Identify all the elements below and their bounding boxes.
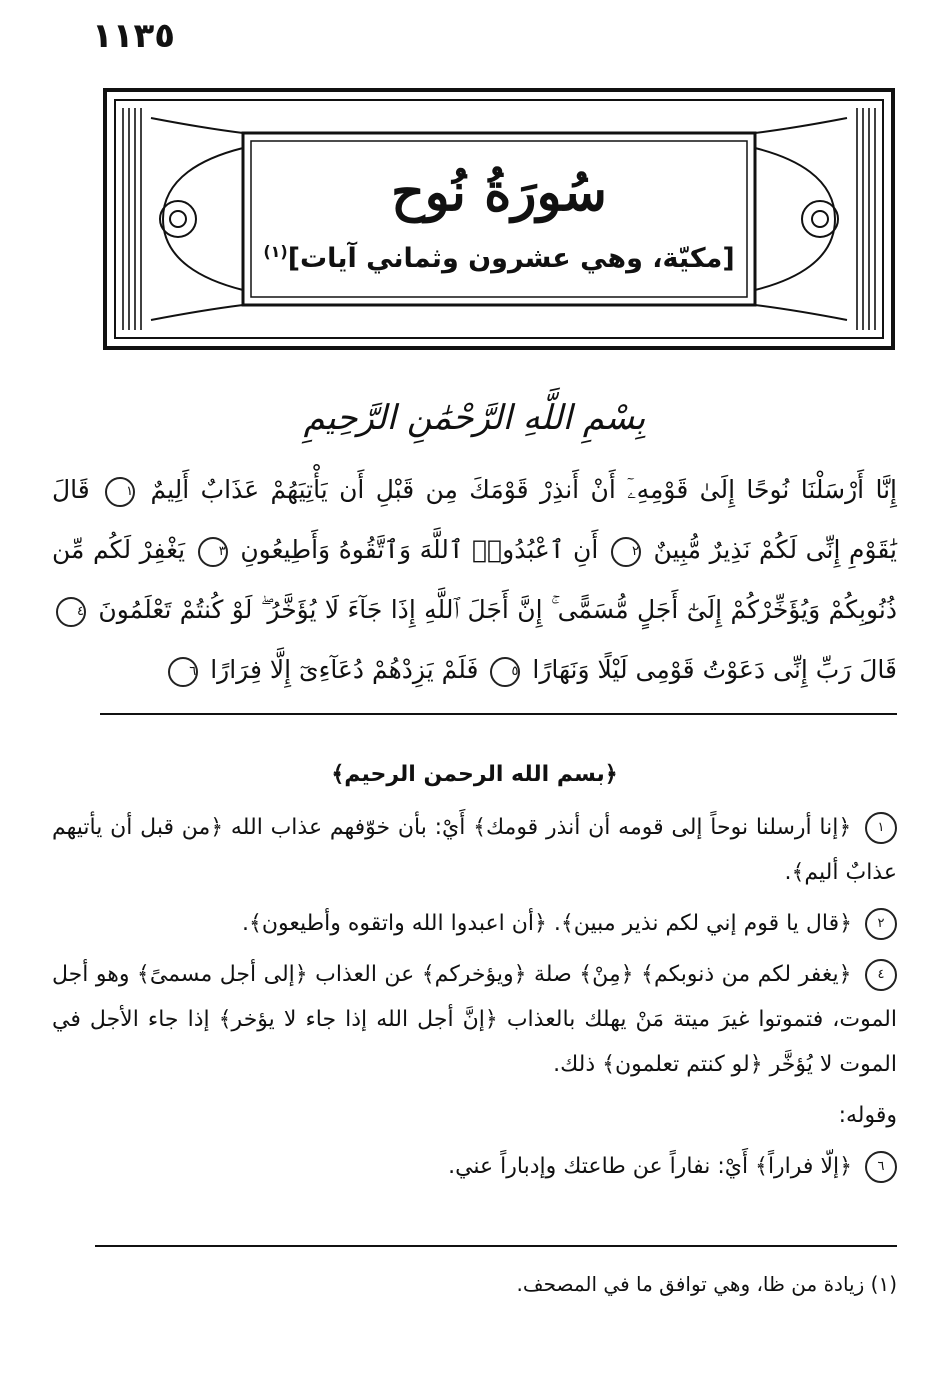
page-number: ١١٣٥ [92, 16, 176, 56]
tafsir-entry [52, 1144, 897, 1189]
ayah-number-marker: ١ [865, 812, 897, 844]
ayah-text: قَالَ يَٰقَوْمِ إِنِّى لَكُمْ نَذِيرٌ مُّبِينٌ [52, 475, 898, 564]
ayah-number-marker: ٤ [56, 597, 86, 627]
footnote-ref: (١) [263, 241, 288, 261]
ayah-number-marker: ٢ [611, 537, 641, 567]
ayah-text: فَلَمْ يَزِدْهُمْ دُعَآءِىٓ إِلَّا فِرَارًا [210, 655, 479, 684]
tafsir-entry-text: ﴿إنا أرسلنا نوحاً إلى قومه أن أنذر قومك﴾ أَيْ: بأن خوّفهم عذاب الله ﴿من قبل أن يأتيهم عذابٌ أليم﴾. [52, 815, 897, 885]
tafsir-commentary [52, 752, 897, 1195]
ayah-text: أَنِ ٱعْبُدُوا۟ ٱللَّهَ وَٱتَّقُوهُ وَأَطِيعُونِ [240, 535, 599, 564]
ayah-number-marker: ١ [105, 477, 135, 507]
tafsir-entry [52, 901, 897, 946]
ayah-number-marker: ٦ [865, 1151, 897, 1183]
footnote: (١) زيادة من ظا، وهي توافق ما في المصحف. [516, 1272, 897, 1296]
surah-title: سُورَةُ نُوح [391, 162, 607, 224]
basmala-calligraphy: بِسْمِ اللَّهِ الرَّحْمَٰنِ الرَّحِيمِ [303, 398, 646, 438]
quran-text [52, 460, 897, 700]
ayah-text: إِنَّا أَرْسَلْنَا نُوحًا إِلَىٰ قَوْمِهِۦٓ أَنْ أَنذِرْ قَوْمَكَ مِن قَبْلِ أَن يَأْتِيَهُمْ عَذَابٌ أَلِيمٌ [150, 475, 898, 504]
tafsir-basmala: ﴿بسم الله الرحمن الرحيم﴾ [331, 762, 618, 787]
surah-header-frame [103, 88, 895, 350]
ayah-text: يَغْفِرْ لَكُم مِّن ذُنُوبِكُمْ وَيُؤَخِّرْكُمْ إِلَىٰٓ أَجَلٍ مُّسَمًّى ۚ إِنَّ أَجَلَ ٱللَّهِ إِذَا جَآءَ لَا يُؤَخَّرُ ۖ لَوْ كُنتُمْ تَعْلَمُونَ [52, 535, 898, 624]
ayah-number-marker: ٤ [865, 959, 897, 991]
tafsir-entry [52, 1093, 897, 1138]
ayah-number-marker: ٥ [490, 657, 520, 687]
ayah-number-marker: ٦ [168, 657, 198, 687]
footnote-divider [95, 1245, 897, 1247]
ayah-number-marker: ٢ [865, 908, 897, 940]
tafsir-entry-text: ﴿إلّا فراراً﴾ أَيْ: نفاراً عن طاعتك وإدباراً عني. [448, 1154, 852, 1179]
ayah-text: قَالَ رَبِّ إِنِّى دَعَوْتُ قَوْمِى لَيْلًا وَنَهَارًا [532, 655, 897, 684]
ayah-number-marker: ٣ [198, 537, 228, 567]
tafsir-entry [52, 805, 897, 895]
tafsir-entry-text: وقوله: [838, 1103, 897, 1128]
tafsir-entry-text: ﴿قال يا قوم إني لكم نذير مبين﴾. ﴿أن اعبدوا الله واتقوه وأطيعون﴾. [241, 911, 852, 936]
tafsir-entry [52, 952, 897, 1087]
tafsir-entry-text: ﴿يغفر لكم من ذنوبكم﴾ ﴿مِنْ﴾ صلة ﴿ويؤخركم﴾ عن العذاب ﴿إلى أجل مسمىً﴾ وهو أجل الموت، فتموتوا غيرَ ميتة مَنْ يهلك بالعذاب ﴿إنَّ أجل الله إذا جاء لا يؤخر﴾ إذا جاء الأجل في الموت لا يُؤخَّر ﴿لو كنتم تعلمون﴾ ذلك. [52, 962, 897, 1077]
surah-subtitle: [مكيّة، وهي عشرون وثماني آيات]$^{(١)}$ [263, 241, 735, 274]
divider-line [100, 713, 897, 715]
